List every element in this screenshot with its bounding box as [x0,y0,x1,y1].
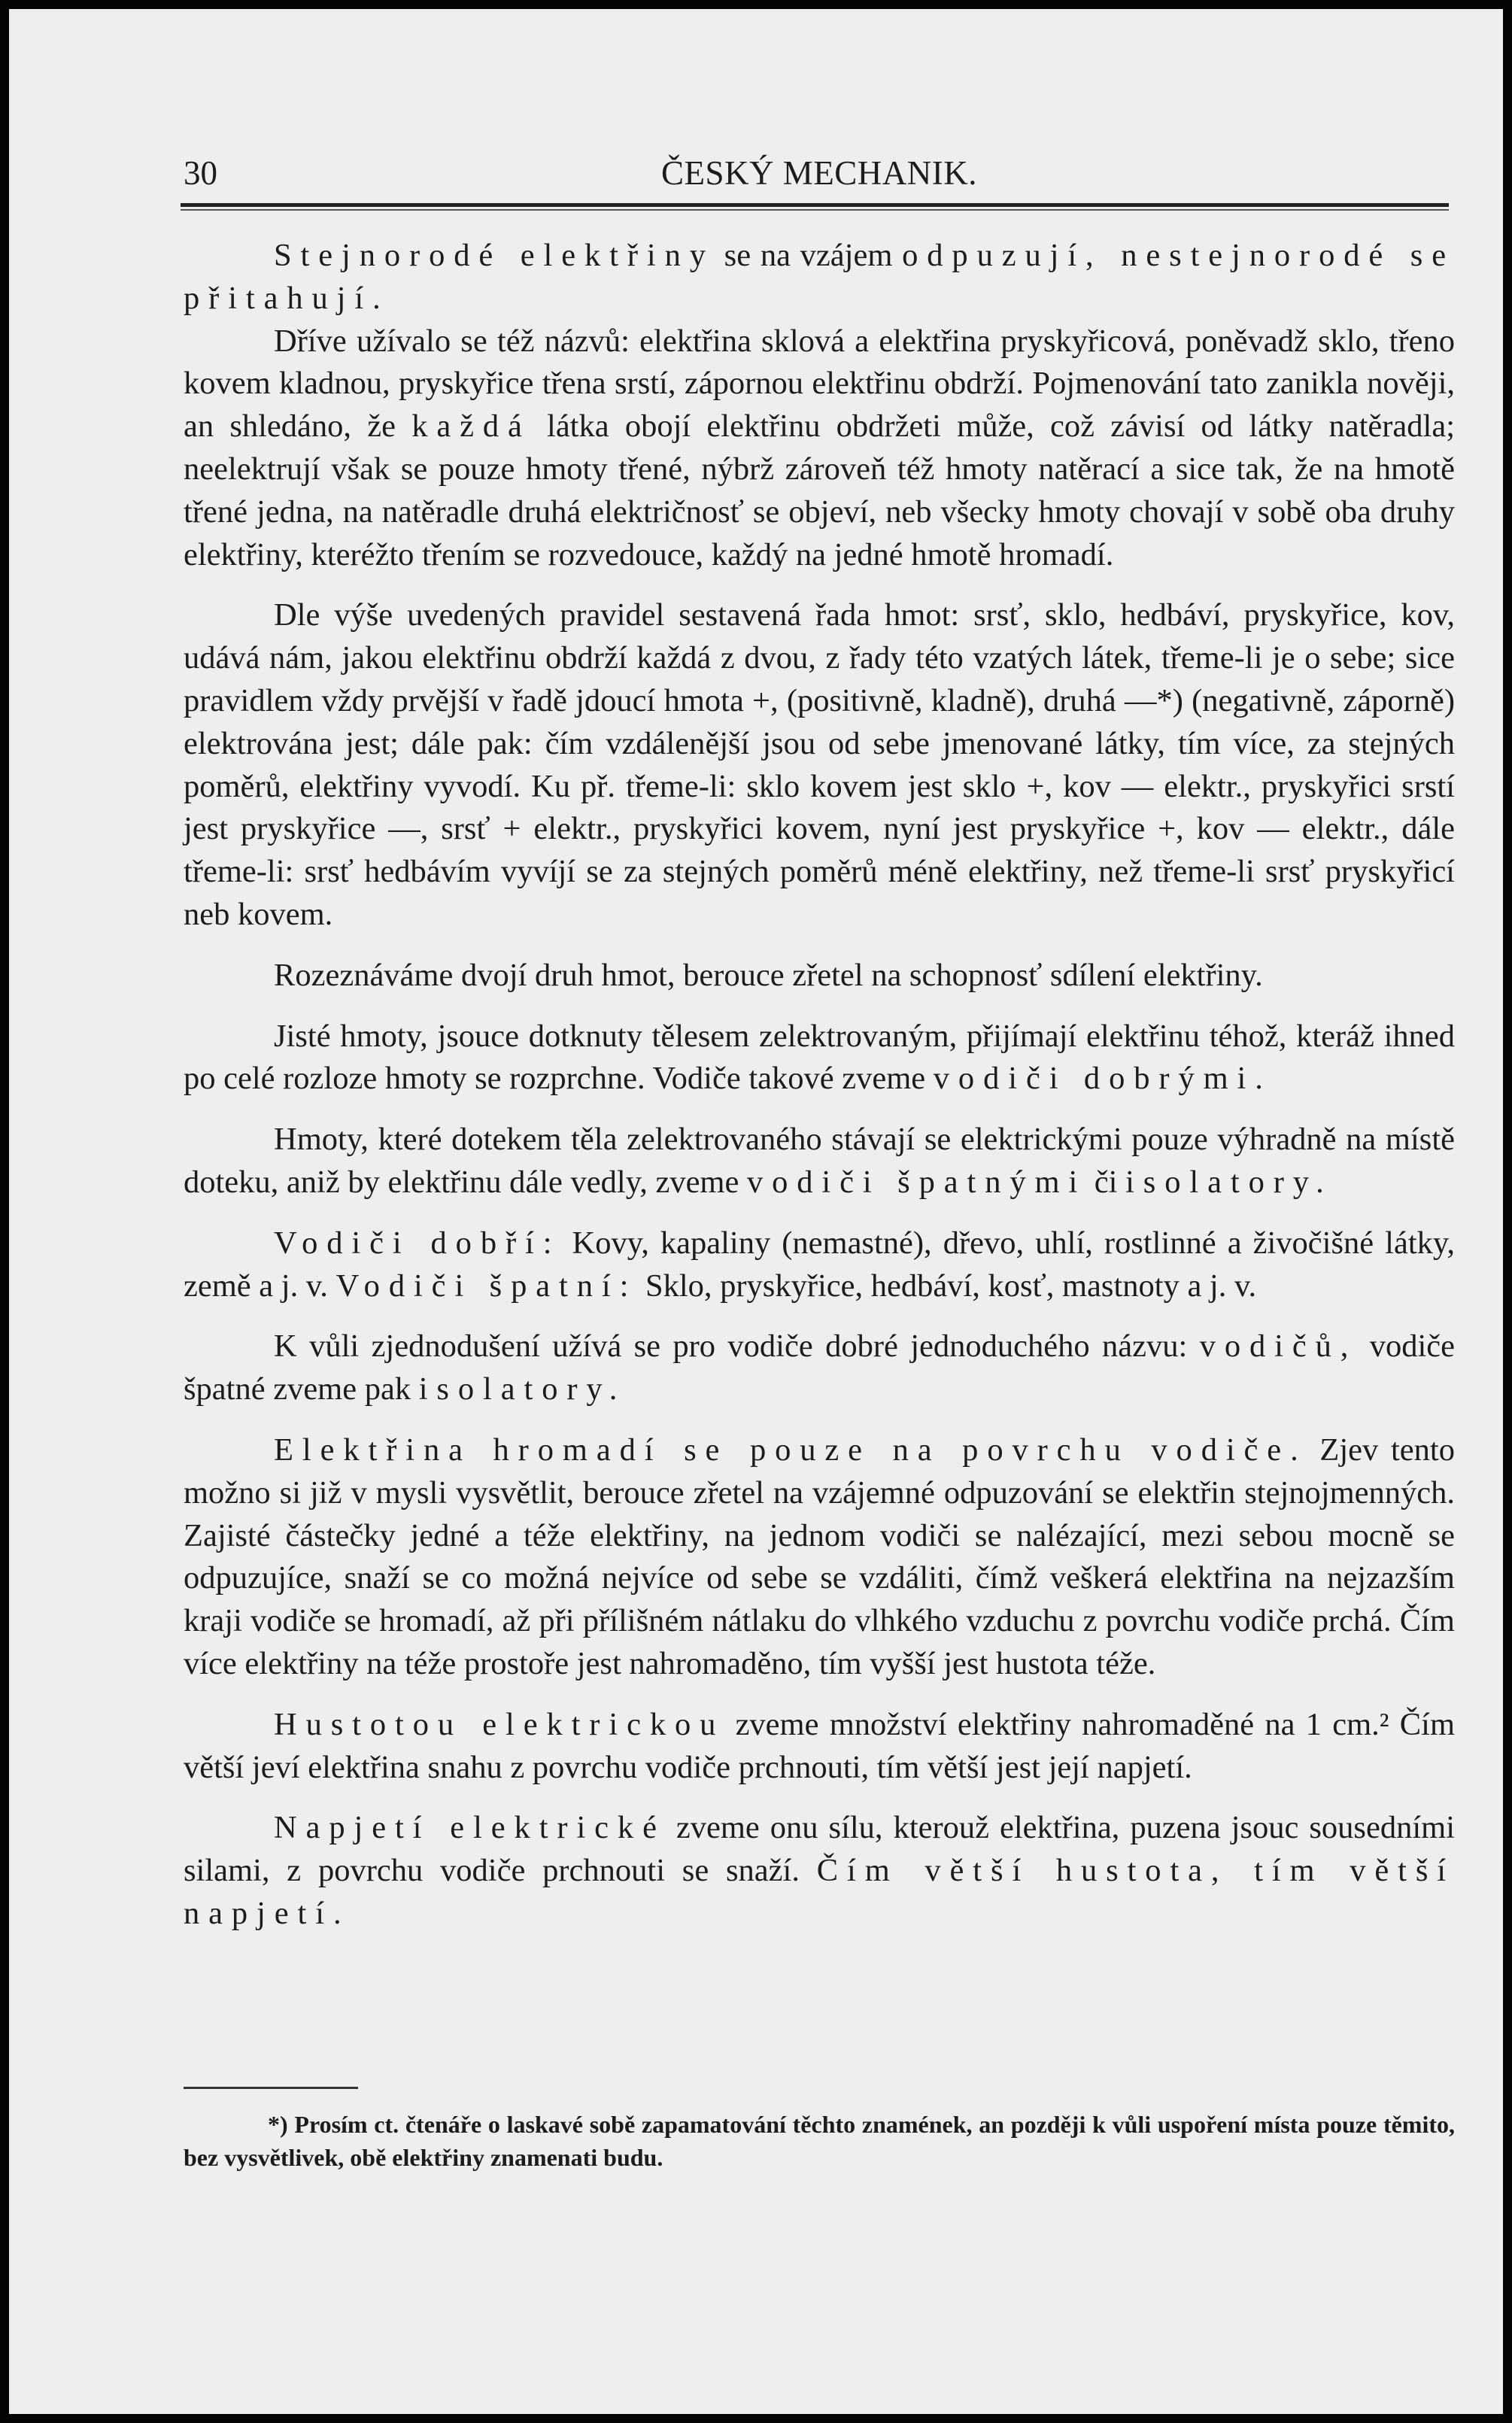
spaced-emphasis: Stejnorodé elektřiny [274,238,715,273]
spaced-emphasis: isolatory. [1125,1164,1333,1200]
paragraph-5: Jisté hmoty, jsouce dotknuty tělesem zelektrovaným, přijímají elektřinu téhož, kteráž ihned po celé rozloze hmoty se rozprchne. Vodiče takové zveme vodiči dobrými. [184,1018,1455,1097]
paragraph-1: Stejnorodé elektřiny se na vzájem odpuzují, nestejnorodé se přitahují. [184,238,1456,316]
spaced-emphasis: Vodiči dobří: [274,1225,561,1261]
body-text [184,235,1455,1936]
header-rule [181,203,1449,211]
paragraph-2: Dříve užívalo se též názvů: elektřina sklová a elektřina pryskyřicová, poněvadž sklo, třeno kovem kladnou, pryskyřice třena srstí, zápornou elektřinu obdrží. Pojmenování tato zanikla nověji, an shledáno, že každá látka obojí elektřinu obdržeti může, což závisí od látky natěradla; neelektrují však se pouze hmoty třené, nýbrž zároveň též hmoty natěrací a sice tak, že na hmotě třené jedna, na natěradle druhá električnosť se objeví, neb všecky hmoty chovají v sobě oba druhy elektřiny, kteréžto třením se rozvedouce, každý na jedné hmotě hromadí. [184,323,1455,572]
paragraph-11: Napjetí elektrické zveme onu sílu, kterouž elektřina, puzena jsouc sousedními silami, z povrchu vodiče prchnouti se snaží. Čím větší hustota, tím větší napjetí. [184,1810,1456,1931]
spaced-emphasis: Vodiči špatní: [335,1268,638,1304]
paragraph-4: Rozeznáváme dvojí druh hmot, berouce zřetel na schopnosť sdílení elektřiny. [274,957,1263,993]
spaced-emphasis: Napjetí elektrické [274,1810,666,1846]
spaced-emphasis: Hustotou elektrickou [274,1706,725,1742]
spaced-emphasis: vodiči špatnými [746,1164,1087,1200]
paragraph-9: Elektřina hromadí se pouze na povrchu vodiče. Zjev tento možno si již v mysli vysvětlit, berouce zřetel na vzájemné odpuzování se elektřin stejnojmenných. Zajisté částečky jedné a téže elektřiny, na jednom vodiči se nalézající, mezi sebou mocně se odpuzujíce, snaží se co možná nejvíce od sebe se vzdáliti, čímž veškerá elektřina na nejzazším kraji vodiče se hromadí, až při přílišném nátlaku do vlhkého vzduchu z povrchu vodiče prchá. Čím více elektřiny na téže prostoře jest nahromaděno, tím vyšší jest hustota téže. [184,1432,1455,1681]
document-page [9,9,1503,2414]
spaced-emphasis: vodiči dobrými. [933,1061,1272,1097]
paragraph-8: K vůli zjednodušení užívá se pro vodiče dobré jednoduchého názvu: vodičů, vodiče špatné zveme pak isolatory. [184,1328,1455,1407]
page-number: 30 [184,154,217,192]
spaced-emphasis: každá [411,408,531,445]
paragraph-7: Vodiči dobří: Kovy, kapaliny (nemastné), dřevo, uhlí, rostlinné a živočišné látky, země a j. v. Vodiči špatní: Sklo, pryskyřice, hedbáví, kosť, mastnoty a j. v. [184,1225,1455,1304]
footnotes [184,2108,1455,2174]
spaced-emphasis: isolatory. [418,1371,627,1407]
paragraph-3: Dle výše uvedených pravidel sestavená řada hmot: srsť, sklo, hedbáví, pryskyřice, kov, udává nám, jakou elektřinu obdrží každá z dvou, z řady této vzatých látek, třeme-li je o sebe; sice pravidlem vždy prvější v řadě jdoucí hmota +, (positivně, kladně), druhá —*) (negativně, záporně) elektrována jest; dále pak: čím vzdálenější jsou od sebe jmenované látky, tím více, za stejných poměrů, elektřiny vyvodí. Ku př. třeme-li: sklo kovem jest sklo +, kov — elektr., pryskyřici srstí jest pryskyřice —, srsť + elektr., pryskyřici kovem, nyní jest pryskyřice +, kov — elektr., dále třeme-li: srsť hedbávím vyvíjí se za stejných poměrů méně elektřiny, než třeme-li srsť pryskyřicí neb kovem. [184,597,1455,932]
spaced-emphasis: Elektřina hromadí se pouze na povrchu vodiče. [274,1432,1307,1468]
page-header [184,153,1455,206]
footnote: *) Prosím ct. čtenáře o laskavé sobě zapamatování těchto znamének, an později k vůli uspoření místa pouze těmito, bez vysvětlivek, obě elektřiny znamenati budu. [184,2111,1455,2171]
footnote-rule [184,2087,358,2089]
running-title: ČESKÝ MECHANIK. [660,154,977,192]
spaced-emphasis: odpuzují, nestejnorodé se přitahují. [184,238,1456,316]
spaced-emphasis: Čím větší hustota, tím větší napjetí. [184,1853,1455,1931]
spaced-emphasis: vodičů, [1199,1328,1358,1365]
paragraph-6: Hmoty, které dotekem těla zelektrovaného stávají se elektrickými pouze výhradně na místě doteku, aniž by elektřinu dále vedly, zveme vodiči špatnými či isolatory. [184,1122,1455,1200]
paragraph-10: Hustotou elektrickou zveme množství elektřiny nahromaděné na 1 cm.² Čím větší jeví elektřina snahu z povrchu vodiče prchnouti, tím větší jest její napjetí. [184,1706,1456,1785]
